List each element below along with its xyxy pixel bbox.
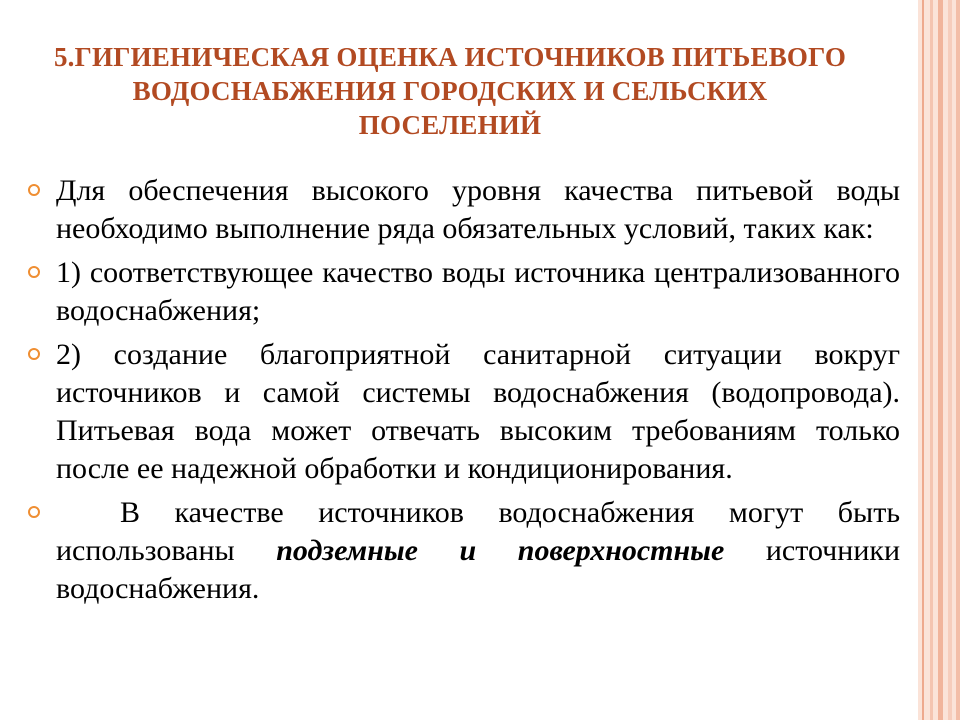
decorative-stripe bbox=[922, 0, 924, 720]
bullet-ring-icon bbox=[28, 266, 40, 278]
decorative-stripe bbox=[956, 0, 960, 720]
bullet-text: 1) соответствующее качество воды источника централизованного водоснабжения; bbox=[56, 256, 900, 327]
bullet-text-before: В качестве источников водоснабжения могут быть использованы bbox=[56, 496, 900, 567]
decorative-stripe bbox=[938, 0, 943, 720]
bullet-item bbox=[24, 172, 900, 248]
decorative-stripe bbox=[948, 0, 952, 720]
bullet-ring-icon bbox=[28, 348, 40, 360]
slide-content bbox=[24, 172, 900, 614]
bullet-item bbox=[24, 336, 900, 488]
bullet-text-after: источники водоснабжения. bbox=[56, 534, 900, 605]
bullet-text: Для обеспечения высокого уровня качества питьевой воды необходимо выполнение ряда обязательных условий, таких как: bbox=[56, 174, 900, 245]
bullet-text: 2) создание благоприятной санитарной ситуации вокруг источников и самой системы водоснабжения (водопровода). Питьевая вода может отвечать высоким требованиям только после ее надежной обработки и кондиционирования. bbox=[56, 338, 900, 485]
bullet-ring-icon bbox=[28, 184, 40, 196]
bullet-ring-icon bbox=[28, 506, 40, 518]
bullet-item bbox=[24, 494, 900, 608]
bullet-item bbox=[24, 254, 900, 330]
slide-title: 5.ГИГИЕНИЧЕСКАЯ ОЦЕНКА ИСТОЧНИКОВ ПИТЬЕВОГО ВОДОСНАБЖЕНИЯ ГОРОДСКИХ И СЕЛЬСКИХ ПОСЕЛЕНИЙ bbox=[53, 42, 847, 140]
bullet-text-emphasis: подземные и поверхностные bbox=[276, 534, 725, 567]
decorative-stripe bbox=[930, 0, 933, 720]
